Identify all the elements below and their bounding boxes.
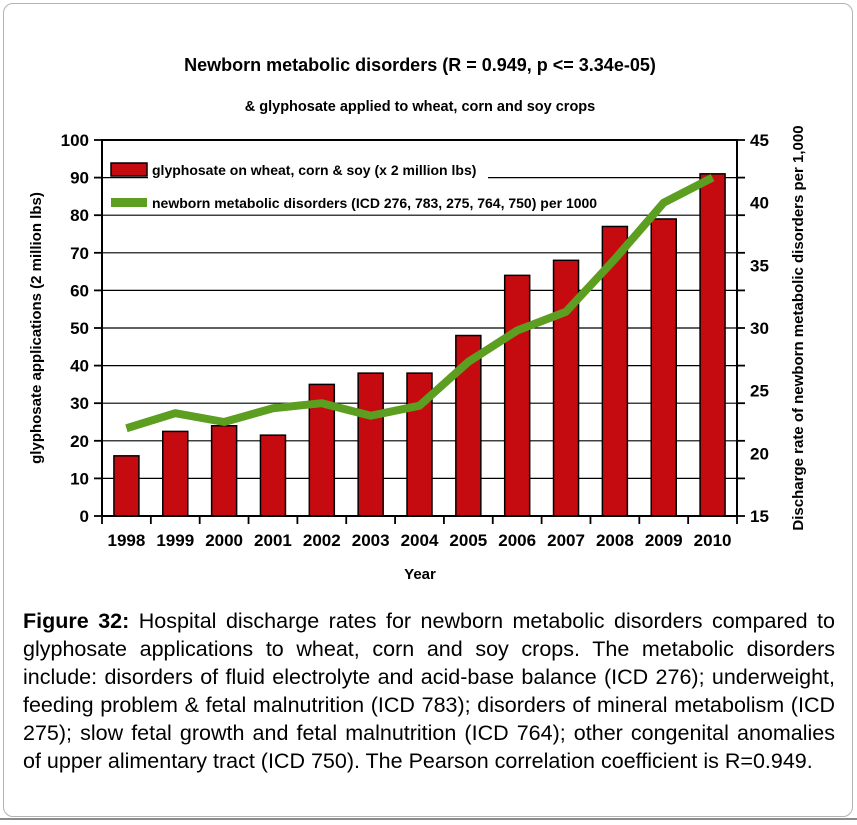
left-axis-title: glyphosate applications (2 million lbs) [28,192,45,464]
bar-1999 [163,431,188,516]
left-tick-100: 100 [60,131,89,150]
x-tick-2004: 2004 [400,531,439,550]
legend-swatch-line [111,198,147,207]
left-tick-60: 60 [70,281,89,301]
bar-2006 [505,275,530,516]
left-tick-30: 30 [70,394,89,414]
bar-2003 [358,373,383,516]
figure-caption-text: Hospital discharge rates for newborn metabolic disorders compared to glyphosate applications to wheat, corn and soy crops. The metabolic disorders include: disorders of fluid electrolyte and acid-base balance (ICD 276); underweight, feeding problem & fetal malnutrition (ICD 783); disorders of mineral metabolism (ICD 275); slow fetal growth and fetal malnutrition (ICD 764); other congenital anomalies of upper alimentary tract (ICD 750). The Pearson correlation coefficient is R=0.949. [23,609,835,773]
left-tick-50: 50 [70,319,89,338]
chart-base-layer [61,131,769,550]
left-tick-40: 40 [70,356,89,376]
chart-title: Newborn metabolic disorders (R = 0.949, p <= 3.34e-05) [184,55,656,75]
x-tick-2000: 2000 [205,531,244,550]
right-tick-40: 40 [750,193,769,213]
chart-subtitle: & glyphosate applied to wheat, corn and soy crops [244,99,596,115]
x-tick-2009: 2009 [644,531,683,550]
right-tick-25: 25 [750,381,769,401]
right-tick-45: 45 [750,131,769,150]
left-tick-80: 80 [70,206,89,226]
x-tick-1999: 1999 [156,531,195,550]
left-tick-10: 10 [70,469,89,489]
x-tick-2010: 2010 [693,531,732,550]
left-tick-20: 20 [70,431,89,451]
x-tick-2007: 2007 [547,531,585,550]
bottom-divider [0,818,857,820]
x-tick-1998: 1998 [107,531,146,550]
x-axis-title: Year [404,566,436,583]
right-tick-35: 35 [750,256,769,276]
bar-2000 [212,426,237,516]
left-tick-70: 70 [70,243,89,263]
bar-1998 [114,456,139,516]
bar-2009 [651,219,676,516]
left-tick-0: 0 [79,507,89,526]
right-tick-15: 15 [750,507,769,526]
right-axis-title: Discharge rate of newborn metabolic disorders per 1,000 [790,125,807,531]
right-tick-30: 30 [750,319,769,338]
figure-caption [23,608,835,776]
bar-2001 [260,435,285,516]
bar-2010 [700,174,725,516]
x-tick-2001: 2001 [254,531,292,550]
x-tick-2002: 2002 [302,531,341,550]
x-tick-2003: 2003 [351,531,390,550]
legend-swatch-bar [111,163,147,176]
right-tick-20: 20 [750,444,769,464]
x-tick-2005: 2005 [449,531,488,550]
x-tick-2006: 2006 [498,531,537,550]
figure-caption-label: Figure 32: [23,609,130,633]
left-tick-90: 90 [70,168,89,188]
bar-series [114,174,725,516]
legend-label-bars: glyphosate on wheat, corn & soy (x 2 million lbs) [152,162,477,178]
x-tick-2008: 2008 [595,531,634,550]
legend-label-line: newborn metabolic disorders (ICD 276, 783, 275, 764, 750) per 1000 [152,195,598,211]
